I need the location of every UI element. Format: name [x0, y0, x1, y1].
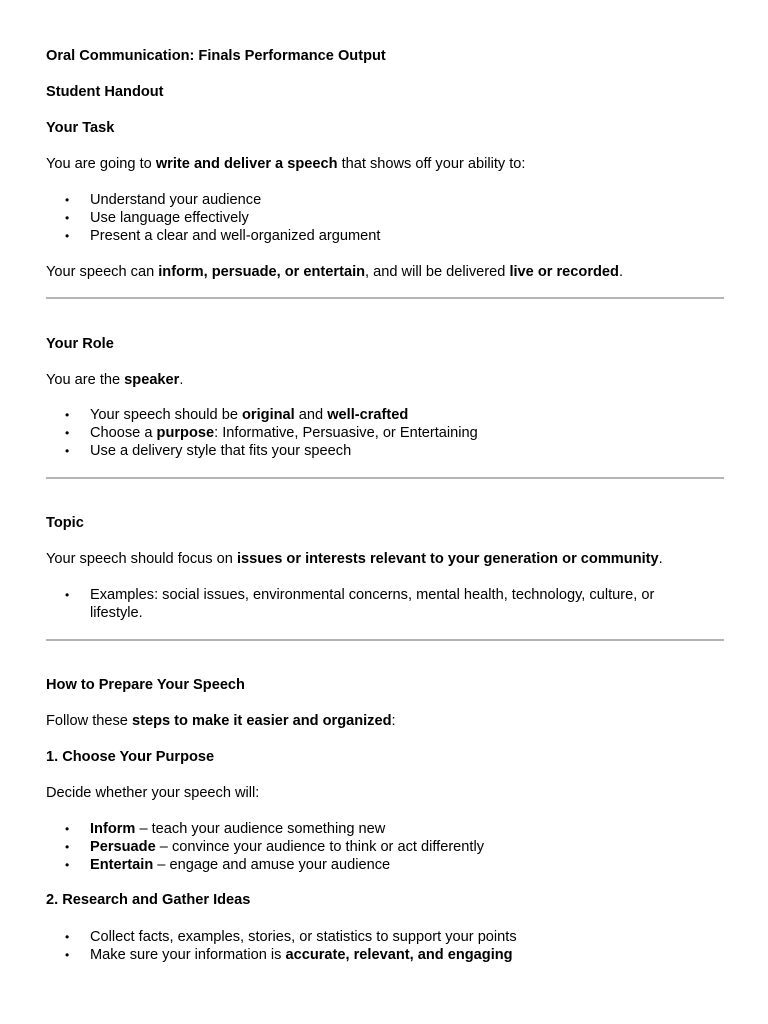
document-title: Oral Communication: Finals Performance Output	[46, 48, 386, 64]
bullet-icon: •	[65, 840, 70, 854]
bullet-icon: •	[65, 444, 70, 458]
step1-intro: Decide whether your speech will:	[46, 785, 260, 801]
prepare-intro: Follow these steps to make it easier and organized:	[46, 713, 396, 729]
task-closing: Your speech can inform, persuade, or entertain, and will be delivered live or recorded.	[46, 264, 624, 280]
section-divider	[46, 639, 724, 641]
topic-intro: Your speech should focus on issues or interests relevant to your generation or community.	[46, 551, 663, 567]
bullet-icon: •	[65, 588, 70, 602]
step2-heading: 2. Research and Gather Ideas	[46, 892, 251, 908]
role-intro: You are the speaker.	[46, 372, 184, 388]
task-heading: Your Task	[46, 120, 115, 136]
bullet-icon: •	[65, 858, 70, 872]
bullet-icon: •	[65, 229, 70, 243]
document-subtitle: Student Handout	[46, 84, 164, 100]
task-intro: You are going to write and deliver a speech that shows off your ability to:	[46, 156, 526, 172]
prepare-heading: How to Prepare Your Speech	[46, 677, 245, 693]
bullet-icon: •	[65, 193, 70, 207]
bullet-icon: •	[65, 426, 70, 440]
section-divider	[46, 297, 724, 299]
section-divider	[46, 477, 724, 479]
role-heading: Your Role	[46, 336, 114, 352]
bullet-icon: •	[65, 408, 70, 422]
bullet-icon: •	[65, 822, 70, 836]
bullet-icon: •	[65, 930, 70, 944]
topic-heading: Topic	[46, 515, 84, 531]
bullet-icon: •	[65, 211, 70, 225]
bullet-icon: •	[65, 948, 70, 962]
step1-heading: 1. Choose Your Purpose	[46, 749, 215, 765]
